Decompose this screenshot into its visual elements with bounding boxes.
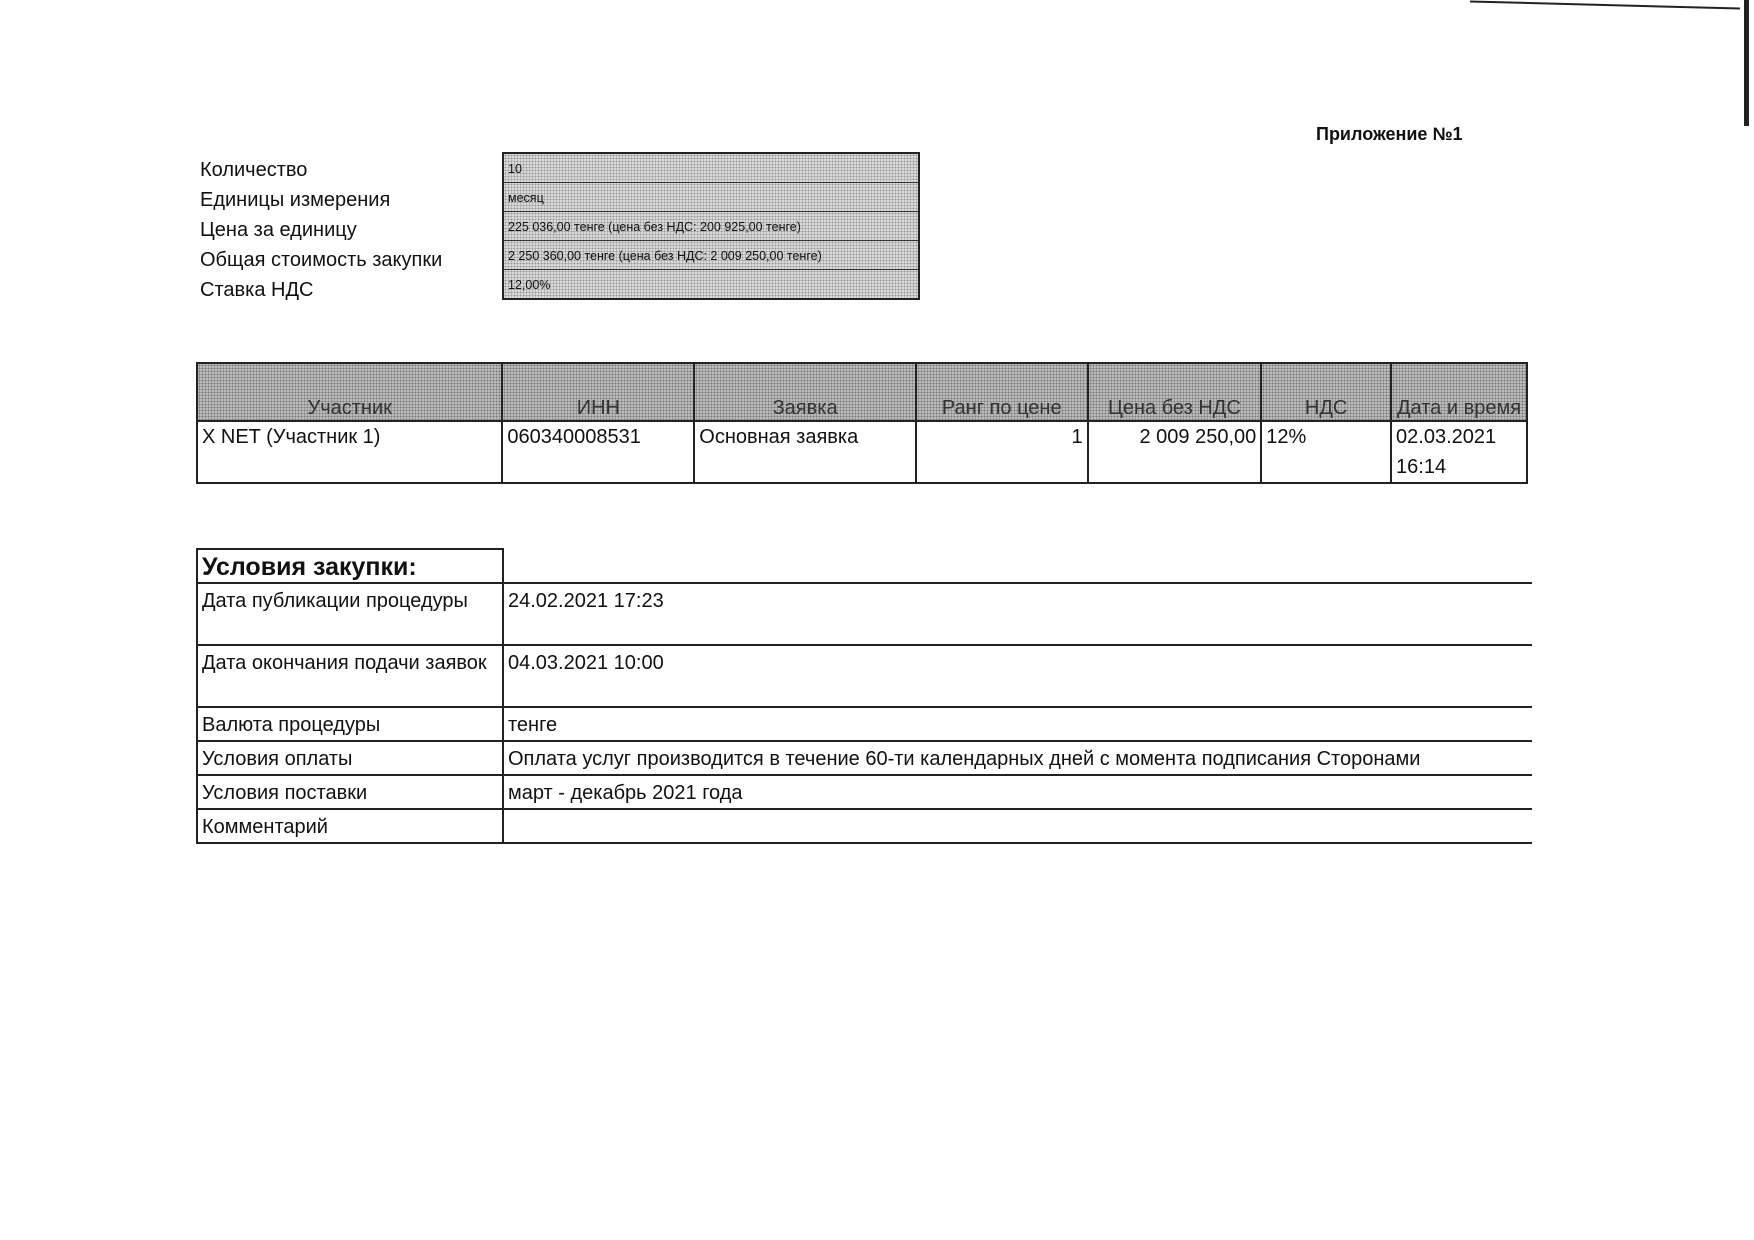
table-row: [197, 775, 1532, 809]
cell-application: Основная заявка: [694, 421, 916, 483]
summary-label: Единицы измерения: [200, 189, 391, 211]
table-row: [197, 741, 1532, 775]
summary-value: 2 250 360,00 тенге (цена без НДС: 2 009 250,00 тенге): [504, 241, 918, 270]
scan-edge-mark: [1744, 0, 1749, 126]
table-row: [197, 645, 1532, 707]
summary-label: Ставка НДС: [200, 279, 314, 301]
cell-time: 16:14: [1396, 456, 1447, 478]
conditions-header-spacer: [503, 549, 1532, 583]
table-row: [197, 809, 1532, 843]
condition-value: Оплата услуг производится в течение 60-ти календарных дней с момента подписания Сторонами: [503, 741, 1532, 775]
cell-rank: 1: [916, 421, 1088, 483]
column-header-price: Цена без НДС: [1088, 363, 1262, 421]
condition-label: Комментарий: [197, 809, 503, 843]
conditions-header-row: [197, 549, 1532, 583]
column-header-vat: НДС: [1261, 363, 1391, 421]
conditions-title: Условия закупки:: [197, 549, 503, 583]
condition-label: Условия оплаты: [197, 741, 503, 775]
summary-labels: [200, 155, 442, 305]
condition-label: Валюта процедуры: [197, 707, 503, 741]
condition-value: 04.03.2021 10:00: [503, 645, 1532, 707]
condition-label: Условия поставки: [197, 775, 503, 809]
column-header-application: Заявка: [694, 363, 916, 421]
table-row: [197, 583, 1532, 645]
summary-value: 10: [504, 154, 918, 183]
column-header-inn: ИНН: [502, 363, 694, 421]
table-row: [197, 421, 1527, 483]
cell-price: 2 009 250,00: [1088, 421, 1262, 483]
summary-label: Общая стоимость закупки: [200, 249, 443, 271]
cell-inn: 060340008531: [502, 421, 694, 483]
summary-label: Цена за единицу: [200, 219, 357, 241]
condition-value: 24.02.2021 17:23: [503, 583, 1532, 645]
participants-table: [196, 362, 1528, 484]
conditions-table: [196, 548, 1532, 844]
cell-participant: X NET (Участник 1): [197, 421, 502, 483]
column-header-participant: Участник: [197, 363, 502, 421]
table-header-row: [197, 363, 1527, 421]
scan-edge-mark: [1470, 0, 1740, 9]
column-header-rank: Ранг по цене: [916, 363, 1088, 421]
appendix-title: Приложение №1: [1316, 124, 1463, 144]
summary-value: месяц: [504, 183, 918, 212]
condition-value: март - декабрь 2021 года: [503, 775, 1532, 809]
condition-value: тенге: [503, 707, 1532, 741]
summary-value: 225 036,00 тенге (цена без НДС: 200 925,00 тенге): [504, 212, 918, 241]
condition-value: [503, 809, 1532, 843]
summary-label: Количество: [200, 159, 308, 181]
summary-value: 12,00%: [504, 270, 918, 298]
cell-datetime: [1391, 421, 1527, 483]
condition-label: Дата окончания подачи заявок: [197, 645, 503, 707]
condition-label: Дата публикации процедуры: [197, 583, 503, 645]
cell-date: 02.03.2021: [1396, 426, 1497, 448]
table-row: [197, 707, 1532, 741]
column-header-datetime: Дата и время: [1391, 363, 1527, 421]
cell-vat: 12%: [1261, 421, 1391, 483]
summary-values: [502, 152, 920, 300]
